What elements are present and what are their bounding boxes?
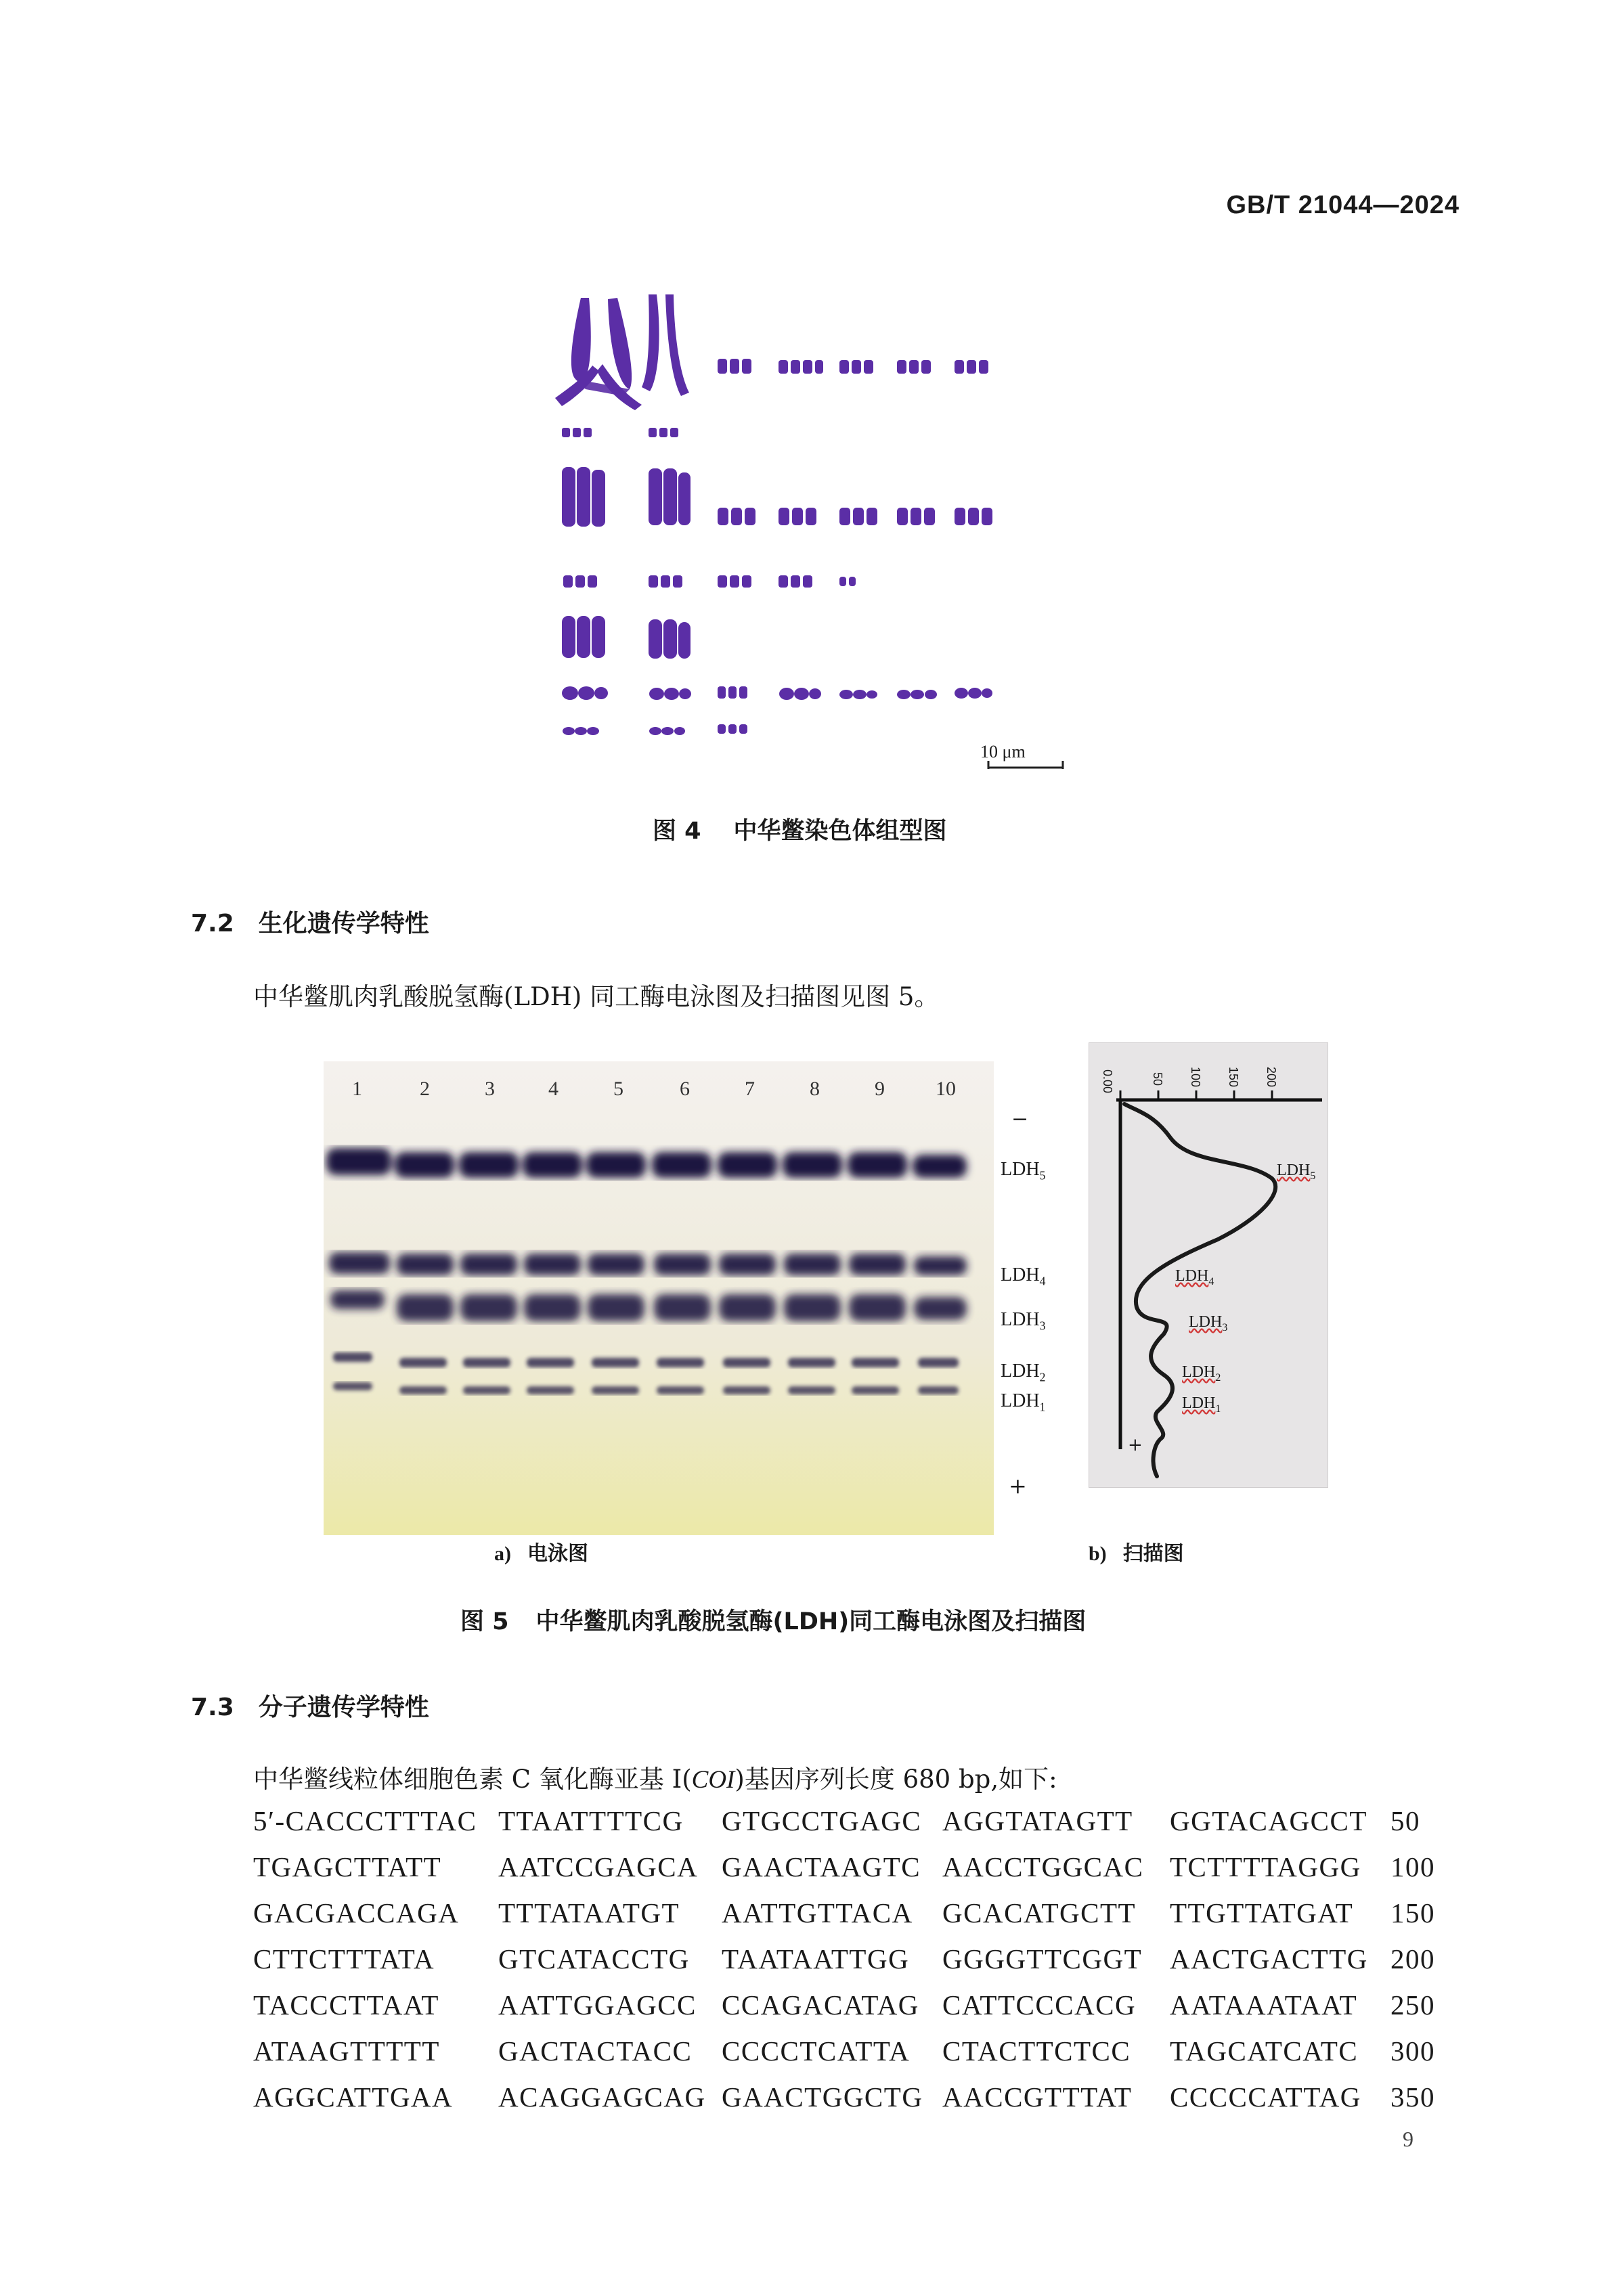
gel-band-label-ldh2 (1001, 1361, 1046, 1385)
sequence-index: 100 (1390, 1851, 1435, 1882)
lane-number: 5 (613, 1078, 623, 1100)
section-7-3-heading (191, 1688, 429, 1723)
sequence-block: AGGCATTGAA (253, 2081, 454, 2113)
subcaption-b-text: 扫描图 (1122, 1542, 1184, 1566)
sequence-block: CATTCCCACG (942, 1989, 1137, 2021)
peak-label-sub: 3 (1222, 1321, 1228, 1333)
peak-label-sub: 5 (1310, 1170, 1316, 1182)
peak-label-text: LDH (1182, 1394, 1216, 1412)
subcaption-a-text: 电泳图 (527, 1542, 588, 1566)
scan-tick-100: 100 (1189, 1067, 1202, 1088)
lane-number: 8 (810, 1078, 820, 1100)
section-7-2-heading (191, 904, 429, 939)
sequence-block: GACGACCAGA (253, 1897, 460, 1928)
sequence-block: GCACATGCTT (942, 1897, 1137, 1928)
lane-number: 3 (485, 1078, 495, 1100)
lane-number: 1 (352, 1078, 362, 1100)
sequence-block: TTTATAATGT (498, 1897, 680, 1928)
band-label-text: LDH (1001, 1159, 1040, 1180)
peak-label-text: LDH (1182, 1363, 1216, 1381)
sequence-index: 50 (1390, 1805, 1420, 1836)
peak-label-sub: 4 (1208, 1275, 1214, 1287)
sequence-block: GGTACAGCCT (1170, 1805, 1367, 1836)
sequence-index: 250 (1390, 1989, 1435, 2021)
scale-bar-label: 10 μm (980, 742, 1026, 761)
figure5-caption-title: 中华鳖肌肉乳酸脱氢酶(LDH)同工酶电泳图及扫描图 (535, 1608, 1087, 1635)
sequence-block: AGGTATAGTT (942, 1805, 1133, 1836)
subcaption-b-label: b) (1089, 1543, 1107, 1565)
figure5-subcaption-b (1089, 1537, 1184, 1566)
sequence-block: GTCATACCTG (498, 1943, 690, 1974)
figure4-caption (653, 812, 947, 846)
sequence-block: CCCCTCATTA (722, 2035, 911, 2067)
gel-svg (324, 1061, 1001, 1535)
peak-label-text: LDH (1189, 1313, 1223, 1331)
page-number: 9 (1403, 2127, 1413, 2151)
sequence-block: ACAGGAGCAG (498, 2081, 706, 2113)
gel-band-label-ldh4 (1001, 1264, 1046, 1289)
lane-number: 2 (420, 1078, 430, 1100)
sequence-block: TTAATTTTCG (498, 1805, 684, 1836)
band-label-sub: 5 (1039, 1168, 1046, 1183)
peak-label-sub: 2 (1215, 1371, 1221, 1384)
band-label-text: LDH (1001, 1390, 1040, 1411)
scan-peak-label-ldh1 (1182, 1394, 1221, 1415)
sequence-block: GGGGTTCGGT (942, 1943, 1143, 1974)
band-label-sub: 3 (1039, 1319, 1046, 1333)
lane-number: 10 (936, 1078, 956, 1100)
band-label-sub: 1 (1039, 1400, 1046, 1414)
gel-band-label-ldh3 (1001, 1309, 1046, 1333)
scan-tick-200: 200 (1265, 1067, 1278, 1088)
scan-tick-150: 150 (1227, 1067, 1240, 1088)
gel-minus-sign: − (1011, 1107, 1029, 1131)
sequence-block: 5′-CACCCTTTAC (253, 1805, 477, 1836)
figure4-caption-label: 图 4 (653, 818, 701, 845)
sequence-block: AACTGACTTG (1170, 1943, 1368, 1974)
figure5-caption (460, 1603, 1086, 1637)
sequence-block: GAACTGGCTG (722, 2081, 923, 2113)
scan-plus-sign: + (1128, 1435, 1143, 1455)
sequence-block: CCAGACATAG (722, 1989, 919, 2021)
sequence-index: 300 (1390, 2035, 1435, 2067)
peak-label-text: LDH (1277, 1162, 1311, 1179)
sequence-block: AACCTGGCAC (942, 1851, 1144, 1882)
lane-number: 4 (548, 1078, 558, 1100)
band-label-text: LDH (1001, 1309, 1040, 1330)
intro-after: )基因序列长度 680 bp,如下: (735, 1765, 1057, 1794)
figure5-subcaption-a (494, 1537, 588, 1566)
sequence-block: GTGCCTGAGC (722, 1805, 922, 1836)
sequence-index: 200 (1390, 1943, 1435, 1974)
sequence-block: GAACTAAGTC (722, 1851, 921, 1882)
gel-lane-numbers (324, 1078, 1001, 1107)
sequence-block: TAGCATCATC (1170, 2035, 1359, 2067)
section-7-3-title: 分子遗传学特性 (258, 1694, 429, 1721)
gel-band-label-ldh1 (1001, 1390, 1046, 1415)
peak-label-text: LDH (1175, 1267, 1209, 1285)
scan-peak-label-ldh3 (1189, 1313, 1227, 1334)
band-label-sub: 4 (1039, 1274, 1046, 1288)
band-label-sub: 2 (1039, 1370, 1046, 1384)
sequence-block: GACTACTACC (498, 2035, 693, 2067)
band-label-text: LDH (1001, 1264, 1040, 1285)
section-7-2-paragraph: 中华鳖肌肉乳酸脱氢酶(LDH) 同工酶电泳图及扫描图见图 5。 (253, 982, 940, 1011)
sequence-block: AATCCGAGCA (498, 1851, 699, 1882)
sequence-block: AATTGTTACA (722, 1897, 913, 1928)
scan-tick-0: 0.00 (1101, 1069, 1114, 1094)
peak-label-sub: 1 (1215, 1403, 1221, 1415)
sequence-block: CTACTTCTCC (942, 2035, 1131, 2067)
sequence-block: TTGTTATGAT (1170, 1897, 1354, 1928)
sequence-block: TCTTTTAGGG (1170, 1851, 1361, 1882)
sequence-block: AATTGGAGCC (498, 1989, 697, 2021)
section-7-2-number: 7.2 (191, 910, 234, 937)
scan-peak-label-ldh5 (1277, 1162, 1315, 1183)
sequence-index: 150 (1390, 1897, 1435, 1928)
sequence-block: CTTCTTTATA (253, 1943, 435, 1974)
gel-band-label-ldh5 (1001, 1159, 1046, 1183)
sequence-block: ATAAGTTTTT (253, 2035, 440, 2067)
densitometry-scan-image (1089, 1042, 1328, 1488)
band-label-text: LDH (1001, 1361, 1040, 1382)
standard-number: GB/T 21044—2024 (1226, 191, 1460, 219)
subcaption-a-label: a) (494, 1543, 511, 1565)
figure5-caption-label: 图 5 (460, 1608, 509, 1635)
sequence-block: CCCCCATTAG (1170, 2081, 1361, 2113)
figure4-caption-title: 中华鳖染色体组型图 (733, 818, 947, 845)
sequence-block: AACCGTTTAT (942, 2081, 1133, 2113)
sequence-block: TGAGCTTATT (253, 1851, 442, 1882)
sequence-block: AATAAATAAT (1170, 1989, 1358, 2021)
section-7-3-intro (253, 1759, 1057, 1795)
lane-number: 6 (680, 1078, 690, 1100)
scan-peak-label-ldh4 (1175, 1267, 1214, 1288)
section-7-3-number: 7.3 (191, 1694, 234, 1721)
gel-plus-sign: + (1009, 1473, 1027, 1499)
scan-tick-50: 50 (1151, 1072, 1164, 1086)
intro-gene-italic: COI (691, 1766, 735, 1794)
karyotype-figure (555, 278, 1083, 778)
karyotype-image (555, 278, 1083, 778)
section-7-2-title: 生化遗传学特性 (258, 910, 429, 937)
lane-number: 7 (745, 1078, 755, 1100)
sequence-block: TACCCTTAAT (253, 1989, 439, 2021)
intro-before: 中华鳖线粒体细胞色素 C 氧化酶亚基 I( (253, 1765, 692, 1794)
scan-svg (1089, 1043, 1328, 1487)
sequence-index: 350 (1390, 2081, 1435, 2113)
gel-electrophoresis-image (324, 1061, 1001, 1535)
sequence-block: TAATAATTGG (722, 1943, 910, 1974)
scan-peak-label-ldh2 (1182, 1363, 1221, 1384)
lane-number: 9 (875, 1078, 885, 1100)
